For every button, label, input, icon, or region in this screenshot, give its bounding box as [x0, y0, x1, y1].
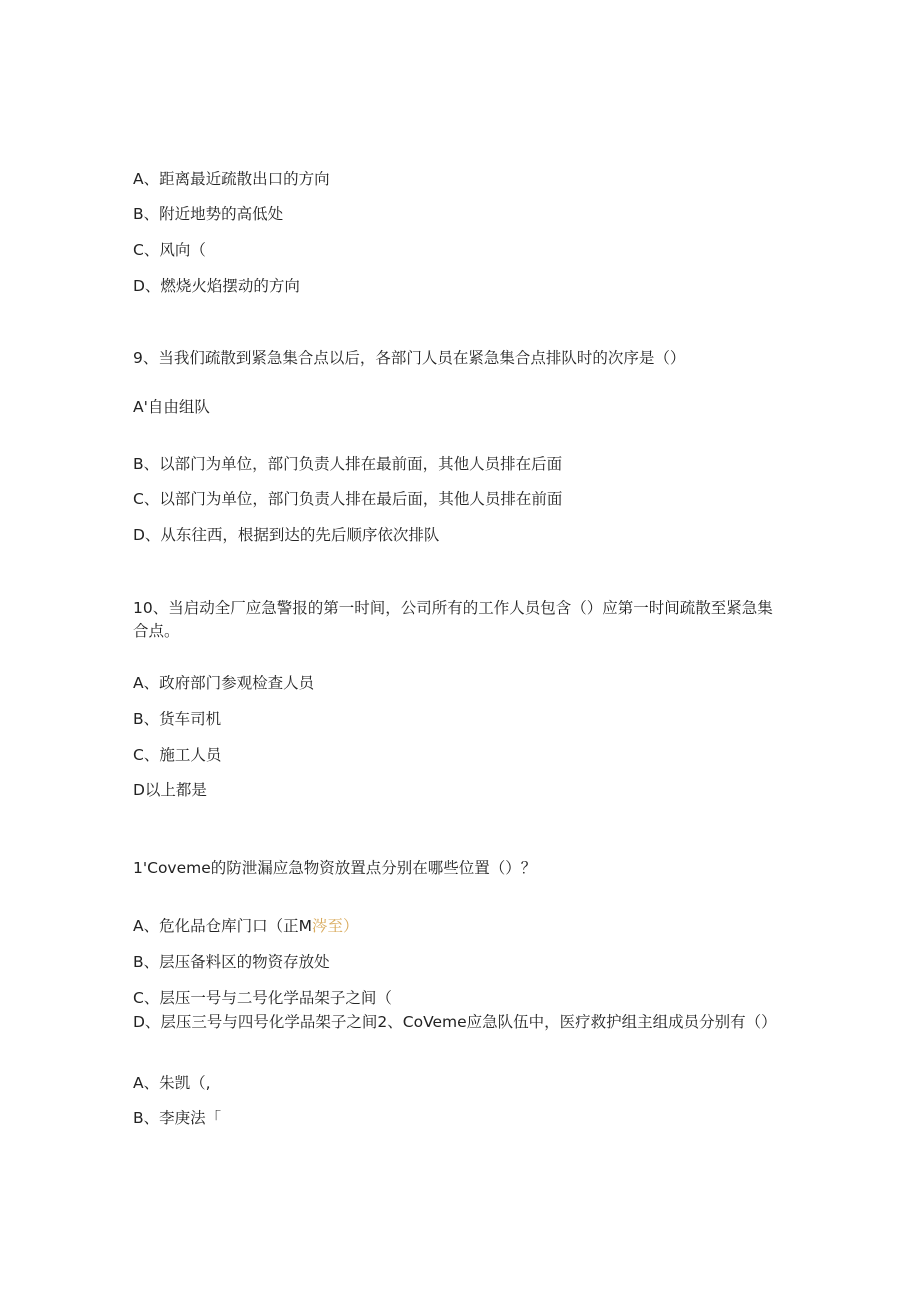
q8-option-d: D、燃烧火焰摆动的方向	[133, 277, 300, 295]
q9-question: 9、当我们疏散到紧急集合点以后，各部门人员在紧急集合点排队时的次序是（）	[133, 349, 686, 367]
q11-option-c: C、层压一号与二号化学品架子之间（	[133, 989, 392, 1007]
q11-option-a	[133, 915, 359, 937]
q11-option-a-main: A、危化品仓库门口（正M	[133, 917, 312, 935]
q11-option-b: B、层压备料区的物资存放处	[133, 953, 330, 971]
q9-option-c: C、以部门为单位，部门负责人排在最后面，其他人员排在前面	[133, 490, 563, 508]
q11-option-a-highlight: 涔至）	[311, 917, 359, 935]
q8-option-a: A、距离最近疏散出口的方向	[133, 170, 330, 188]
q8-option-b: B、附近地势的高低处	[133, 205, 284, 223]
q11-question: 1'Coveme的防泄漏应急物资放置点分别在哪些位置（）？	[133, 859, 537, 877]
q10-option-b: B、货车司机	[133, 710, 222, 728]
q9-option-d: D、从东往西，根据到达的先后顺序依次排队	[133, 526, 440, 544]
q10-option-c: C、施工人员	[133, 746, 222, 764]
q8-option-c: C、风向（	[133, 241, 206, 259]
q11-option-d: D、层压三号与四号化学品架子之间2、CoVeme应急队伍中，医疗救护组主组成员分别有（）	[133, 1013, 777, 1031]
q10-option-a: A、政府部门参观检查人员	[133, 674, 315, 692]
q10-option-d: D以上都是	[133, 781, 207, 799]
q10-question: 10、当启动全厂应急警报的第一时间，公司所有的工作人员包含（）应第一时间疏散至紧急集合点。	[133, 599, 773, 640]
q9-option-b: B、以部门为单位，部门负责人排在最前面，其他人员排在后面	[133, 455, 563, 473]
q12-option-b: B、李庚法「	[133, 1109, 222, 1127]
q9-option-a: A'自由组队	[133, 398, 210, 416]
q12-option-a: A、朱凯（,	[133, 1074, 211, 1092]
